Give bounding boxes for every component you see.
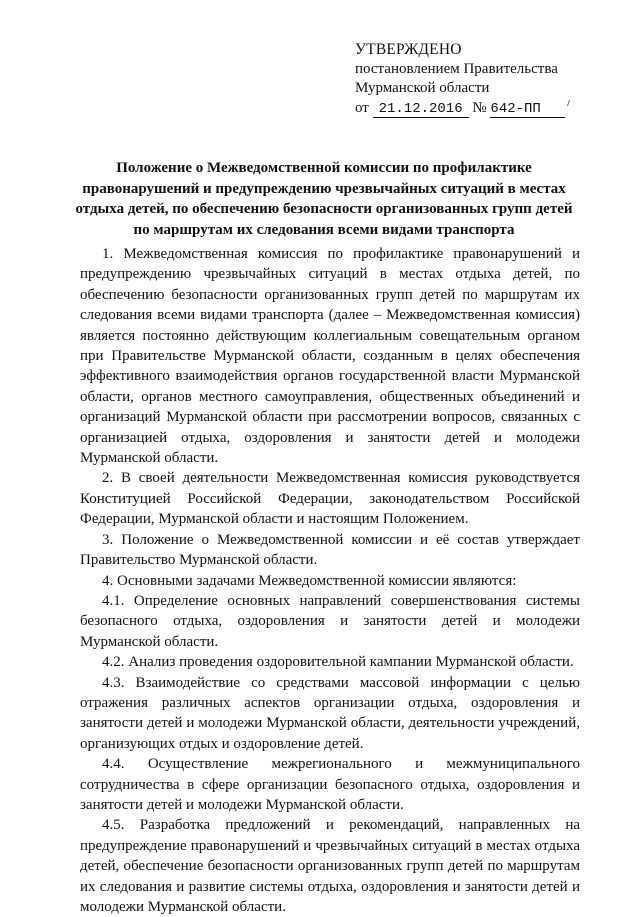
approval-date: 21.12.2016: [373, 102, 469, 118]
title-line: по маршрутам их следования всеми видами транспорта: [133, 221, 515, 238]
title-line: Положение о Межведомственной комиссии по профилактике: [116, 160, 532, 176]
approval-stamp: [355, 40, 605, 118]
number-prefix: №: [472, 99, 487, 116]
paragraph-4-2: 4.2. Анализ проведения оздоровительной кампании Мурманской области.: [102, 654, 574, 671]
approval-line-2: Мурманской области: [355, 80, 490, 96]
title-line: правонарушений и предупреждению чрезвычайных ситуаций в местах: [82, 180, 566, 197]
paragraph-4: 4. Основными задачами Межведомственной комиссии являются:: [102, 572, 517, 589]
title-line: отдыха детей, по обеспечению безопасности организованных групп детей: [75, 201, 573, 217]
document-title: [70, 158, 578, 240]
date-prefix: от: [355, 99, 369, 116]
approval-number: 642-ПП: [490, 102, 565, 118]
paragraph-4-1: 4.1. Определение основных направлений совершенствования системы безопасного отдыха, оздоровления и занятости детей и молодежи Мурманской области.: [80, 592, 580, 650]
document-body: [80, 244, 580, 917]
paragraph-3: 3. Положение о Межведомственной комиссии и её состав утверждает Правительство Мурманской области.: [80, 531, 580, 569]
paragraph-4-5: 4.5. Разработка предложений и рекомендаций, направленных на предупреждение правонарушений и чрезвычайных ситуаций в местах отдыха детей, обеспечение безопасности организованных групп детей по маршрутам их следования и развитие системы отдыха, оздоровления и занятости детей и молодежи Мурманской области.: [80, 817, 580, 915]
paragraph-1: 1. Межведомственная комиссия по профилактике правонарушений и предупреждению чрезвычайных ситуаций в местах отдыха детей, по обеспечению безопасности организованных групп детей по маршрутам их следования всеми видами транспорта (далее – Межведомственная комиссия) является постоянно действующим коллегиальным совещательным органом при Правительстве Мурманской области, созданным в целях обеспечения эффективного взаимодействия органов государственной власти Мурманской области, органов местного самоуправления, общественных объединений и организаций Мурманской области при рассмотрении вопросов, связанных с организацией отдыха, оздоровления и занятости детей и молодежи Мурманской области.: [80, 246, 580, 467]
paragraph-4-4: 4.4. Осуществление межрегионального и межмуниципального сотрудничества в сфере организации безопасного отдыха, оздоровления и занятости детей и молодежи Мурманской области.: [80, 756, 580, 813]
approval-line-1: постановлением Правительства: [355, 60, 558, 77]
paragraph-2: 2. В своей деятельности Межведомственная комиссия руководствуется Конституцией Российской Федерации, законодательством Российской Федерации, Мурманской области и настоящим Положением.: [80, 470, 580, 528]
approval-heading: УТВЕРЖДЕНО: [355, 41, 462, 58]
paragraph-4-3: 4.3. Взаимодействие со средствами массовой информации с целью отражения различных аспектов организации отдыха, оздоровления и занятости детей и молодежи Мурманской области, деятельности учреждений, организующих отдых и оздоровление детей.: [80, 674, 580, 752]
